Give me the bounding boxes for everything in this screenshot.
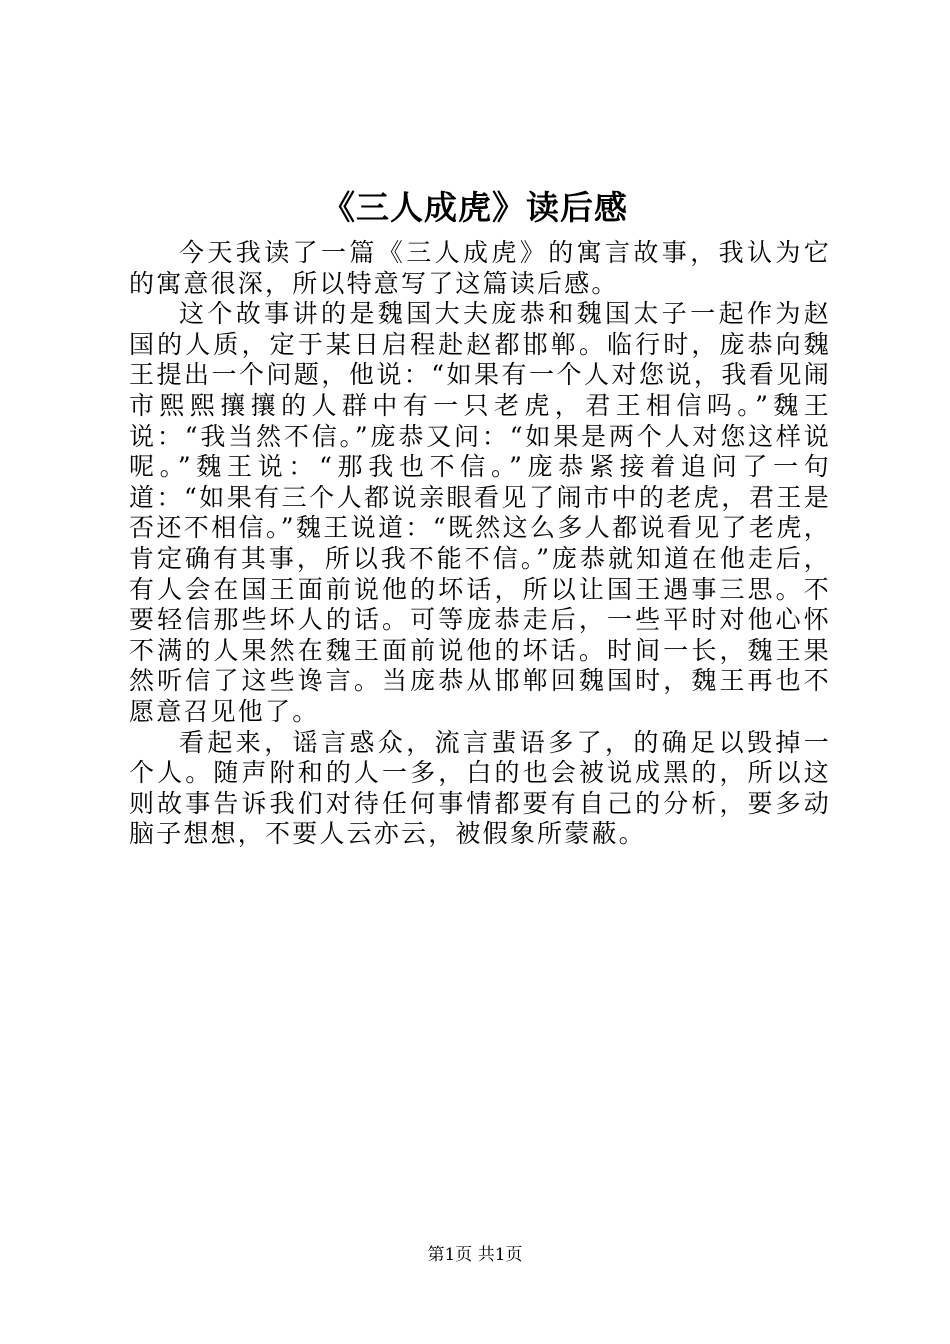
paragraph-3: 看起来，谣言惑众，流言蜚语多了，的确足以毁掉一个人。随声附和的人一多，白的也会被说成黑的，所以这则故事告诉我们对待任何事情都要有自己的分析，要多动脑子想想，不要人云亦云，被假象所蒙蔽。 — [129, 727, 831, 849]
page-footer: 第1页 共1页 — [427, 1245, 523, 1265]
document-title: 《三人成虎》读后感 — [322, 188, 628, 227]
paragraph-2: 这个故事讲的是魏国大夫庞恭和魏国太子一起作为赵国的人质，定于某日启程赴赵都邯郸。临行时，庞恭向魏王提出一个问题，他说：“如果有一个人对您说，我看见闹市熙熙攘攘的人群中有一只老虎，君王相信吗。”魏王说：“我当然不信。”庞恭又问：“如果是两个人对您这样说呢。”魏王说：“那我也不信。”庞恭紧接着追问了一句道：“如果有三个人都说亲眼看见了闹市中的老虎，君王是否还不相信。”魏王说道：“既然这么多人都说看见了老虎，肯定确有其事，所以我不能不信。”庞恭就知道在他走后，有人会在国王面前说他的坏话，所以让国王遇事三思。不要轻信那些坏人的话。可等庞恭走后，一些平时对他心怀不满的人果然在魏王面前说他的坏话。时间一长，魏王果然听信了这些谗言。当庞恭从邯郸回魏国时，魏王再也不愿意召见他了。 — [129, 299, 831, 726]
document-body — [129, 238, 831, 850]
paragraph-1: 今天我读了一篇《三人成虎》的寓言故事，我认为它的寓意很深，所以特意写了这篇读后感。 — [129, 238, 831, 298]
